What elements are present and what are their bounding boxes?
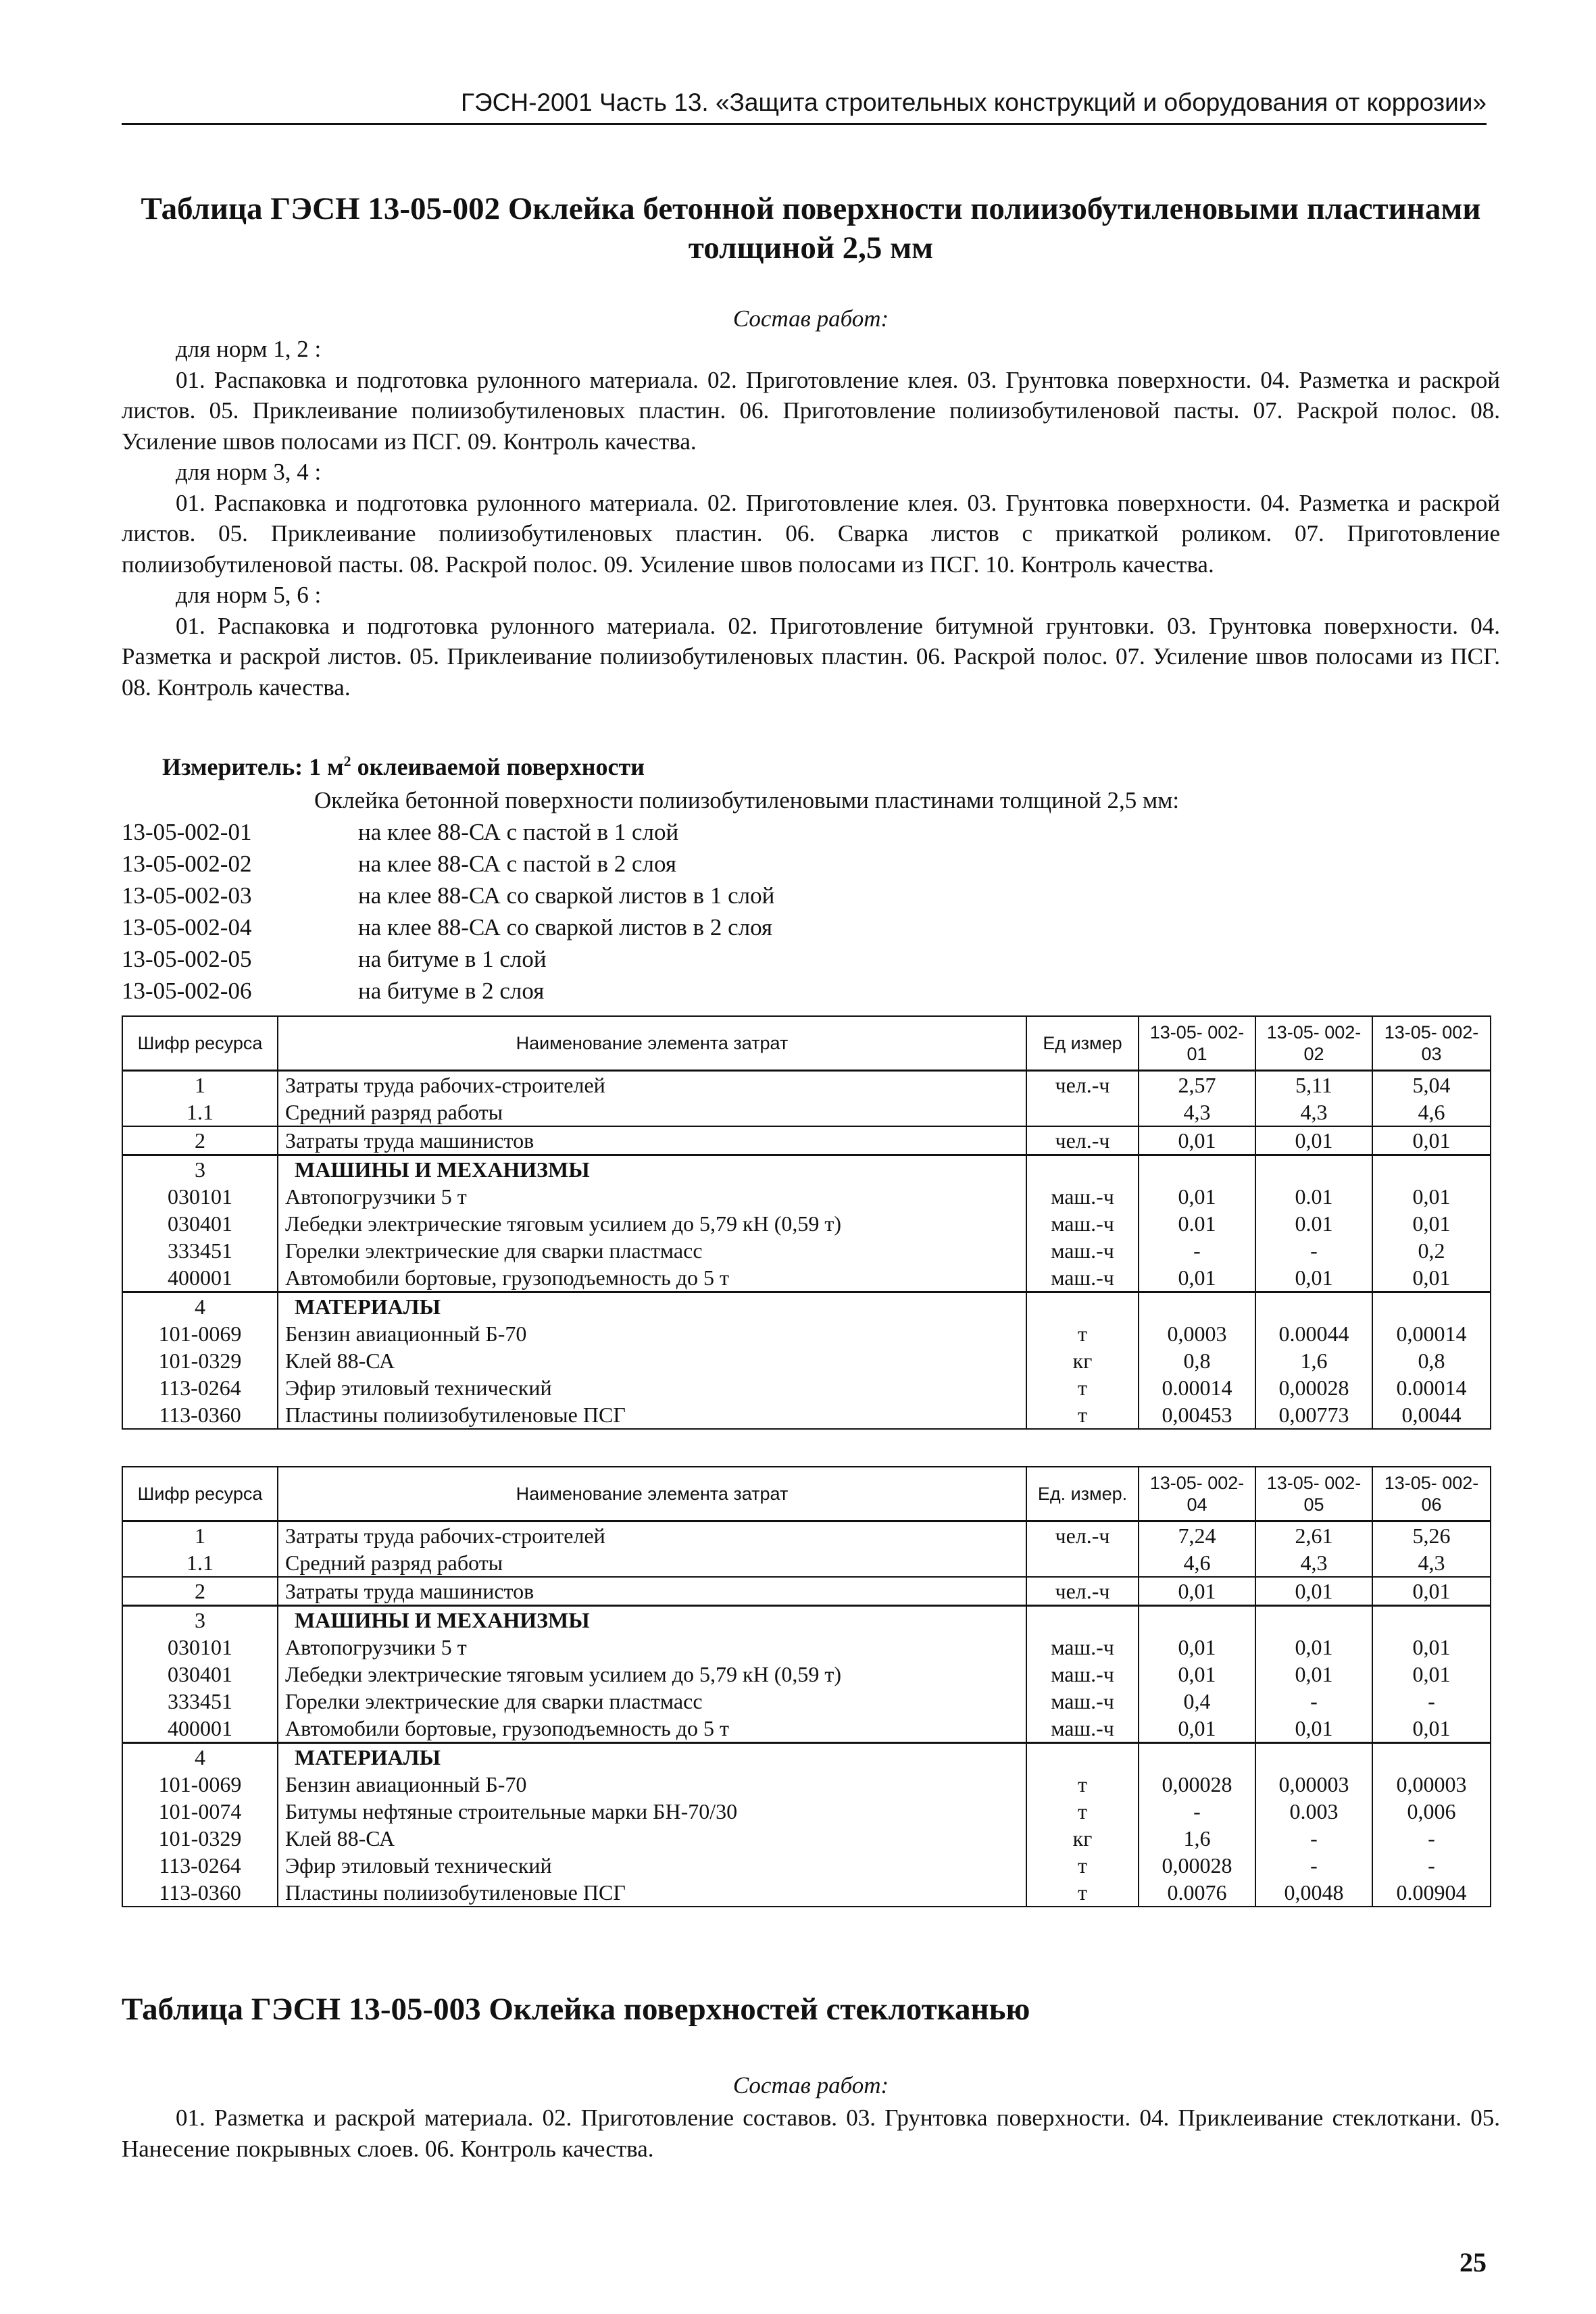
- cell-value: 5,26: [1372, 1521, 1491, 1550]
- table-row: [122, 1155, 1491, 1184]
- cell-value: [1139, 1292, 1255, 1321]
- cell-cost-element: Пластины полиизобутиленовые ПСГ: [278, 1401, 1026, 1429]
- cell-unit: маш.-ч: [1026, 1688, 1139, 1715]
- cell-value: -: [1255, 1825, 1372, 1852]
- cell-value: 0,01: [1255, 1577, 1372, 1606]
- variant-row: [122, 880, 1500, 911]
- cell-value: -: [1139, 1237, 1255, 1264]
- cell-cost-element: Бензин авиационный Б-70: [278, 1320, 1026, 1347]
- cell-unit: т: [1026, 1771, 1139, 1798]
- cell-value: -: [1372, 1852, 1491, 1879]
- cell-unit: [1026, 1743, 1139, 1771]
- cell-resource-code: 2: [122, 1577, 278, 1606]
- cell-value: [1372, 1155, 1491, 1184]
- header-cost-element: Наименование элемента затрат: [278, 1016, 1026, 1071]
- cell-value: [1255, 1606, 1372, 1634]
- cell-resource-code: 3: [122, 1606, 278, 1634]
- cell-unit: т: [1026, 1401, 1139, 1429]
- cell-cost-element: Автопогрузчики 5 т: [278, 1183, 1026, 1210]
- cell-unit: кг: [1026, 1825, 1139, 1852]
- measure-sup: 2: [343, 753, 351, 770]
- cell-cost-element: Затраты труда рабочих-строителей: [278, 1521, 1026, 1550]
- resource-table-2: [122, 1466, 1491, 1907]
- cell-resource-code: 101-0074: [122, 1798, 278, 1825]
- variant-row: [122, 911, 1500, 943]
- cell-resource-code: 400001: [122, 1264, 278, 1292]
- work-steps: 01. Распаковка и подготовка рулонного материала. 02. Приготовление клея. 03. Грунтовка поверхности. 04. Разметка и раскрой листов. 05. Приклеивание полиизобутиленовых пластин. 06. Сварка листов с прикаткой роликом. 07. Приготовление полиизобутиленовой пасты. 08. Раскрой полос. 09. Усиление швов полосами из ПСГ. 10. Контроль качества.: [122, 489, 1500, 578]
- variant-code: 13-05-002-03: [122, 882, 252, 909]
- cell-value: 0,01: [1139, 1126, 1255, 1155]
- cell-value: 0,0044: [1372, 1401, 1491, 1429]
- cell-value: 1,6: [1139, 1825, 1255, 1852]
- cell-value: 0,01: [1139, 1264, 1255, 1292]
- variant-text: на клее 88-СА со сваркой листов в 1 слой: [358, 882, 775, 909]
- cell-resource-code: 4: [122, 1292, 278, 1321]
- cell-value: [1139, 1606, 1255, 1634]
- cell-resource-code: 113-0264: [122, 1374, 278, 1401]
- cell-value: 0,01: [1139, 1183, 1255, 1210]
- cell-resource-code: 4: [122, 1743, 278, 1771]
- cell-resource-code: 030101: [122, 1183, 278, 1210]
- variant-text: на клее 88-СА с пастой в 2 слоя: [358, 851, 676, 877]
- cell-cost-element: Пластины полиизобутиленовые ПСГ: [278, 1879, 1026, 1907]
- table-row: [122, 1798, 1491, 1825]
- cell-value: 0.01: [1255, 1183, 1372, 1210]
- cell-value: 4,6: [1372, 1099, 1491, 1126]
- header-norm-01: 13-05- 002-01: [1139, 1016, 1255, 1071]
- table-row: [122, 1126, 1491, 1155]
- measure-value: 1 м: [309, 753, 344, 780]
- cell-cost-element: Автопогрузчики 5 т: [278, 1634, 1026, 1661]
- cell-unit: [1026, 1606, 1139, 1634]
- variants-intro: Оклейка бетонной поверхности полиизобутиленовыми пластинами толщиной 2,5 мм:: [314, 787, 1180, 813]
- cell-value: 4,3: [1139, 1099, 1255, 1126]
- cell-cost-element: МАТЕРИАЛЫ: [278, 1292, 1026, 1321]
- cell-value: 0,4: [1139, 1688, 1255, 1715]
- cell-value: 0.003: [1255, 1798, 1372, 1825]
- cell-value: 0.00014: [1139, 1374, 1255, 1401]
- cell-resource-code: 030401: [122, 1661, 278, 1688]
- variant-text: на битуме в 1 слой: [358, 946, 547, 972]
- header-resource-code: Шифр ресурса: [122, 1467, 278, 1521]
- cell-value: 0,00028: [1255, 1374, 1372, 1401]
- variant-code: 13-05-002-04: [122, 914, 252, 940]
- cell-resource-code: 2: [122, 1126, 278, 1155]
- cell-value: 0,00014: [1372, 1320, 1491, 1347]
- header-norm-05: 13-05- 002-05: [1255, 1467, 1372, 1521]
- cell-value: 0,00453: [1139, 1401, 1255, 1429]
- cell-value: 2,61: [1255, 1521, 1372, 1550]
- cell-cost-element: Затраты труда рабочих-строителей: [278, 1071, 1026, 1099]
- table-row: [122, 1661, 1491, 1688]
- table-row: [122, 1715, 1491, 1743]
- cell-value: 0.00014: [1372, 1374, 1491, 1401]
- cell-unit: кг: [1026, 1347, 1139, 1374]
- table-row: [122, 1852, 1491, 1879]
- table-row: [122, 1606, 1491, 1634]
- variant-code: 13-05-002-01: [122, 819, 252, 845]
- cell-resource-code: 113-0360: [122, 1879, 278, 1907]
- variant-code: 13-05-002-06: [122, 978, 252, 1004]
- cell-value: -: [1372, 1825, 1491, 1852]
- running-header: ГЭСН-2001 Часть 13. «Защита строительных конструкций и оборудования от коррозии»: [122, 86, 1487, 125]
- cell-unit: т: [1026, 1798, 1139, 1825]
- cell-cost-element: Бензин авиационный Б-70: [278, 1771, 1026, 1798]
- cell-value: [1372, 1606, 1491, 1634]
- cell-unit: т: [1026, 1852, 1139, 1879]
- norm-group-label: для норм 5, 6 :: [176, 582, 322, 608]
- header-norm-04: 13-05- 002-04: [1139, 1467, 1255, 1521]
- cell-resource-code: 101-0069: [122, 1320, 278, 1347]
- cell-value: 0,01: [1255, 1126, 1372, 1155]
- cell-value: [1139, 1743, 1255, 1771]
- cell-value: 0,2: [1372, 1237, 1491, 1264]
- cell-value: 0,01: [1139, 1661, 1255, 1688]
- work-composition-caption: Состав работ:: [732, 2072, 889, 2098]
- table-row: [122, 1374, 1491, 1401]
- cell-value: 5,04: [1372, 1071, 1491, 1099]
- cell-value: 0,8: [1139, 1347, 1255, 1374]
- cell-value: [1255, 1743, 1372, 1771]
- cell-unit: маш.-ч: [1026, 1715, 1139, 1743]
- cell-value: -: [1139, 1798, 1255, 1825]
- cell-value: 1,6: [1255, 1347, 1372, 1374]
- cell-unit: [1026, 1549, 1139, 1577]
- cell-resource-code: 1.1: [122, 1549, 278, 1577]
- cell-cost-element: Автомобили бортовые, грузоподъемность до 5 т: [278, 1715, 1026, 1743]
- cell-cost-element: Горелки электрические для сварки пластмасс: [278, 1688, 1026, 1715]
- cell-value: 0,01: [1139, 1577, 1255, 1606]
- cell-resource-code: 333451: [122, 1688, 278, 1715]
- cell-resource-code: 113-0360: [122, 1401, 278, 1429]
- cell-cost-element: МАТЕРИАЛЫ: [278, 1743, 1026, 1771]
- variant-text: на клее 88-СА с пастой в 1 слой: [358, 819, 679, 845]
- cell-cost-element: МАШИНЫ И МЕХАНИЗМЫ: [278, 1606, 1026, 1634]
- table-row: [122, 1634, 1491, 1661]
- cell-value: 0.01: [1255, 1210, 1372, 1237]
- cell-value: [1255, 1155, 1372, 1184]
- table-row: [122, 1183, 1491, 1210]
- header-unit: Ед измер: [1026, 1016, 1139, 1071]
- cell-value: 0,8: [1372, 1347, 1491, 1374]
- cell-value: 2,57: [1139, 1071, 1255, 1099]
- table-row: [122, 1292, 1491, 1321]
- cell-unit: чел.-ч: [1026, 1126, 1139, 1155]
- cell-value: 0,0003: [1139, 1320, 1255, 1347]
- cell-unit: маш.-ч: [1026, 1210, 1139, 1237]
- cell-value: 4,6: [1139, 1549, 1255, 1577]
- cell-resource-code: 101-0069: [122, 1771, 278, 1798]
- cell-cost-element: Лебедки электрические тяговым усилием до 5,79 кН (0,59 т): [278, 1210, 1026, 1237]
- table-row: [122, 1688, 1491, 1715]
- cell-resource-code: 030401: [122, 1210, 278, 1237]
- work-steps: 01. Разметка и раскрой материала. 02. Приготовление составов. 03. Грунтовка поверхности. 04. Приклеивание стеклоткани. 05. Нанесение покрывных слоев. 06. Контроль качества.: [122, 2105, 1500, 2162]
- cell-value: 0,01: [1139, 1634, 1255, 1661]
- table-row: [122, 1099, 1491, 1126]
- cell-cost-element: Эфир этиловый технический: [278, 1852, 1026, 1879]
- page-number: 25: [1460, 2247, 1487, 2278]
- header-norm-06: 13-05- 002-06: [1372, 1467, 1491, 1521]
- measure-rest: оклеиваемой поверхности: [357, 753, 645, 780]
- cell-value: 0,01: [1255, 1264, 1372, 1292]
- cell-resource-code: 400001: [122, 1715, 278, 1743]
- cell-value: [1372, 1292, 1491, 1321]
- cell-value: 0,01: [1372, 1264, 1491, 1292]
- cell-value: -: [1255, 1852, 1372, 1879]
- cell-unit: [1026, 1099, 1139, 1126]
- cell-cost-element: Средний разряд работы: [278, 1099, 1026, 1126]
- cell-cost-element: Автомобили бортовые, грузоподъемность до 5 т: [278, 1264, 1026, 1292]
- cell-value: 0,01: [1255, 1634, 1372, 1661]
- variant-code: 13-05-002-02: [122, 851, 252, 877]
- cell-value: [1372, 1743, 1491, 1771]
- table-row: [122, 1879, 1491, 1907]
- cell-cost-element: Затраты труда машинистов: [278, 1126, 1026, 1155]
- variant-row: [122, 848, 1500, 880]
- cell-cost-element: Горелки электрические для сварки пластмасс: [278, 1237, 1026, 1264]
- table-row: [122, 1521, 1491, 1550]
- cell-value: 0,00773: [1255, 1401, 1372, 1429]
- header-cost-element: Наименование элемента затрат: [278, 1467, 1026, 1521]
- cell-value: 0,00028: [1139, 1852, 1255, 1879]
- cell-resource-code: 030101: [122, 1634, 278, 1661]
- table-title-13-05-003: Таблица ГЭСН 13-05-003 Оклейка поверхностей стеклотканью: [122, 1992, 1030, 2027]
- cell-unit: чел.-ч: [1026, 1071, 1139, 1099]
- cell-resource-code: 333451: [122, 1237, 278, 1264]
- cell-resource-code: 1.1: [122, 1099, 278, 1126]
- cell-value: 4,3: [1372, 1549, 1491, 1577]
- cell-unit: т: [1026, 1879, 1139, 1907]
- variant-text: на битуме в 2 слоя: [358, 978, 545, 1004]
- work-composition-list: [122, 334, 1500, 703]
- cell-resource-code: 113-0264: [122, 1852, 278, 1879]
- cell-value: 0,01: [1372, 1210, 1491, 1237]
- cell-unit: маш.-ч: [1026, 1661, 1139, 1688]
- table-row: [122, 1549, 1491, 1577]
- cell-cost-element: Клей 88-СА: [278, 1825, 1026, 1852]
- cell-resource-code: 101-0329: [122, 1347, 278, 1374]
- table-header-row: [122, 1016, 1491, 1071]
- cell-unit: маш.-ч: [1026, 1264, 1139, 1292]
- cell-value: 0,01: [1139, 1715, 1255, 1743]
- cell-value: 4,3: [1255, 1099, 1372, 1126]
- cell-value: 0,01: [1372, 1577, 1491, 1606]
- cell-value: 0,0048: [1255, 1879, 1372, 1907]
- cell-cost-element: Битумы нефтяные строительные марки БН-70/30: [278, 1798, 1026, 1825]
- variant-row: [122, 816, 1500, 848]
- cell-value: 0.00044: [1255, 1320, 1372, 1347]
- cell-value: 5,11: [1255, 1071, 1372, 1099]
- variant-text: на клее 88-СА со сваркой листов в 2 слоя: [358, 914, 773, 940]
- cell-value: 0,01: [1372, 1183, 1491, 1210]
- table-row: [122, 1401, 1491, 1429]
- table-row: [122, 1071, 1491, 1099]
- cell-value: 0,01: [1372, 1661, 1491, 1688]
- cell-value: -: [1255, 1237, 1372, 1264]
- header-norm-02: 13-05- 002-02: [1255, 1016, 1372, 1071]
- cell-cost-element: Затраты труда машинистов: [278, 1577, 1026, 1606]
- cell-value: -: [1255, 1688, 1372, 1715]
- table-header-row: [122, 1467, 1491, 1521]
- cell-value: 0.01: [1139, 1210, 1255, 1237]
- cell-unit: маш.-ч: [1026, 1237, 1139, 1264]
- cell-value: -: [1372, 1688, 1491, 1715]
- cell-cost-element: Эфир этиловый технический: [278, 1374, 1026, 1401]
- table-row: [122, 1320, 1491, 1347]
- variant-row: [122, 975, 1500, 1007]
- cell-value: 0,00003: [1255, 1771, 1372, 1798]
- cell-value: 7,24: [1139, 1521, 1255, 1550]
- work-composition-list: [122, 2103, 1500, 2164]
- cell-value: 0,01: [1372, 1126, 1491, 1155]
- cell-value: 0,01: [1255, 1715, 1372, 1743]
- variant-row: [122, 943, 1500, 975]
- cell-value: 0.0076: [1139, 1879, 1255, 1907]
- cell-cost-element: МАШИНЫ И МЕХАНИЗМЫ: [278, 1155, 1026, 1184]
- table-row: [122, 1771, 1491, 1798]
- cell-unit: чел.-ч: [1026, 1577, 1139, 1606]
- table-row: [122, 1825, 1491, 1852]
- cell-value: 0.00904: [1372, 1879, 1491, 1907]
- cell-unit: чел.-ч: [1026, 1521, 1139, 1550]
- cell-unit: т: [1026, 1320, 1139, 1347]
- variant-code: 13-05-002-05: [122, 946, 252, 972]
- measure-label: Измеритель:: [162, 753, 303, 780]
- cell-value: 0,01: [1372, 1634, 1491, 1661]
- norm-variants: [122, 784, 1500, 1007]
- header-resource-code: Шифр ресурса: [122, 1016, 278, 1071]
- cell-unit: маш.-ч: [1026, 1183, 1139, 1210]
- cell-value: 0,00003: [1372, 1771, 1491, 1798]
- table-row: [122, 1264, 1491, 1292]
- header-norm-03: 13-05- 002-03: [1372, 1016, 1491, 1071]
- cell-cost-element: Клей 88-СА: [278, 1347, 1026, 1374]
- cell-value: 0,006: [1372, 1798, 1491, 1825]
- cell-unit: т: [1026, 1374, 1139, 1401]
- cell-cost-element: Лебедки электрические тяговым усилием до 5,79 кН (0,59 т): [278, 1661, 1026, 1688]
- work-composition-caption: Состав работ:: [732, 305, 889, 332]
- table-row: [122, 1210, 1491, 1237]
- cell-value: 0,01: [1372, 1715, 1491, 1743]
- cell-resource-code: 1: [122, 1521, 278, 1550]
- cell-value: [1139, 1155, 1255, 1184]
- measure-unit: [162, 751, 645, 782]
- work-steps: 01. Распаковка и подготовка рулонного материала. 02. Приготовление клея. 03. Грунтовка поверхности. 04. Разметка и раскрой листов. 05. Приклеивание полиизобутиленовых пластин. 06. Приготовление полиизобутиленовой пасты. 07. Раскрой полос. 08. Усиление швов полосами из ПСГ. 09. Контроль качества.: [122, 366, 1500, 455]
- work-steps: 01. Распаковка и подготовка рулонного материала. 02. Приготовление битумной грунтовки. 03. Грунтовка поверхности. 04. Разметка и раскрой листов. 05. Приклеивание полиизобутиленовых пластин. 06. Раскрой полос. 07. Усиление швов полосами из ПСГ. 08. Контроль качества.: [122, 612, 1500, 701]
- table-row: [122, 1347, 1491, 1374]
- resource-table-1: [122, 1015, 1491, 1430]
- table-title-13-05-002: Таблица ГЭСН 13-05-002 Оклейка бетонной поверхности полиизобутиленовыми пластинами толщиной 2,5 мм: [141, 191, 1481, 266]
- cell-unit: маш.-ч: [1026, 1634, 1139, 1661]
- cell-value: 0,01: [1255, 1661, 1372, 1688]
- norm-group-label: для норм 1, 2 :: [176, 336, 322, 362]
- cell-unit: [1026, 1292, 1139, 1321]
- cell-value: 4,3: [1255, 1549, 1372, 1577]
- cell-unit: [1026, 1155, 1139, 1184]
- table-row: [122, 1237, 1491, 1264]
- cell-value: 0,00028: [1139, 1771, 1255, 1798]
- table-row: [122, 1743, 1491, 1771]
- header-unit: Ед. измер.: [1026, 1467, 1139, 1521]
- cell-resource-code: 1: [122, 1071, 278, 1099]
- cell-resource-code: 3: [122, 1155, 278, 1184]
- cell-resource-code: 101-0329: [122, 1825, 278, 1852]
- cell-cost-element: Средний разряд работы: [278, 1549, 1026, 1577]
- cell-value: [1255, 1292, 1372, 1321]
- table-row: [122, 1577, 1491, 1606]
- norm-group-label: для норм 3, 4 :: [176, 459, 322, 485]
